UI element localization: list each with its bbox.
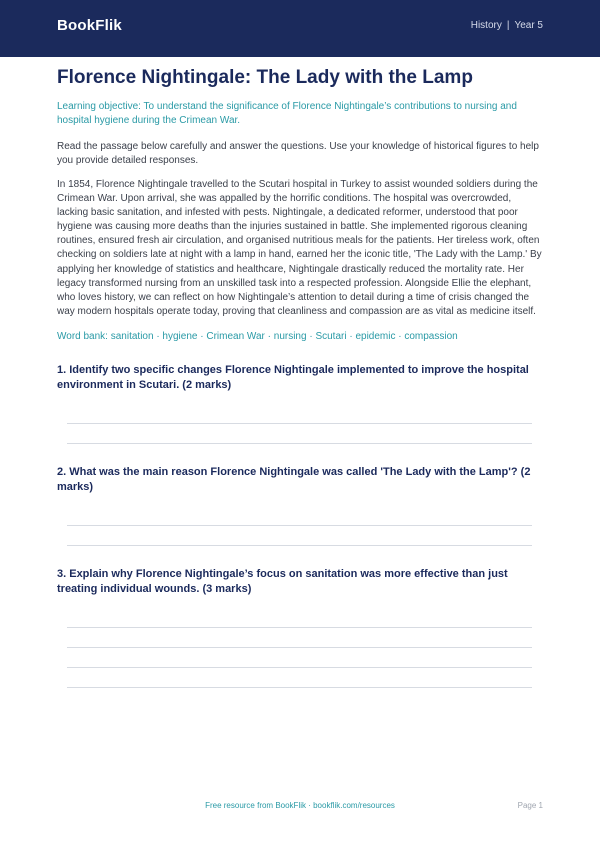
answer-line[interactable] bbox=[67, 506, 532, 526]
word-bank: Word bank: sanitation · hygiene · Crimean War · nursing · Scutari · epidemic · compassion bbox=[57, 330, 458, 342]
answer-line[interactable] bbox=[67, 648, 532, 668]
instructions: Read the passage below carefully and answer the questions. Use your knowledge of historical figures to help you provide detailed responses. bbox=[57, 141, 539, 166]
learning-objective: Learning objective: To understand the significance of Florence Nightingale’s contributions to nursing and hospital hygiene during the Crimean War. bbox=[57, 101, 517, 126]
question-3 bbox=[57, 567, 543, 688]
question-1 bbox=[57, 363, 543, 444]
page-footer bbox=[57, 801, 543, 815]
answer-line[interactable] bbox=[67, 608, 532, 628]
worksheet-content bbox=[57, 64, 543, 344]
answer-line[interactable] bbox=[67, 404, 532, 424]
header-separator: | bbox=[506, 20, 510, 31]
answer-line[interactable] bbox=[67, 628, 532, 648]
answer-area-2[interactable] bbox=[67, 506, 532, 546]
answer-line[interactable] bbox=[67, 526, 532, 546]
question-2-text: 2. What was the main reason Florence Nightingale was called 'The Lady with the Lamp'? (2 marks) bbox=[57, 466, 531, 493]
question-2 bbox=[57, 465, 543, 546]
reading-passage: In 1854, Florence Nightingale travelled to the Scutari hospital in Turkey to assist wounded soldiers during the Crimean War. Upon arrival, she was appalled by the horrific conditions. The hospital was overcrowded, lacking basic sanitation, and infested with pests. Nightingale, a dedicated reformer, understood that poor hygiene was causing more deaths than the injuries sustained in battle. She implemented rigorous cleaning routines, ensured fresh air circulation, and organised nutritious meals for the patients. Her tireless work, often checking on soldiers late at night with a lamp in hand, earned her the iconic title, 'The Lady with the Lamp.' By applying her knowledge of statistics and healthcare, Nightingale drastically reduced the mortality rate. Her legacy transformed nursing from an unskilled task into a respected profession. Alongside Ellie the elephant, who loves history, we can reflect on how Nightingale’s attention to detail during a time of crisis changed the way modern hospitals operate today, proving that cleanliness and compassion are as vital as medicine itself. bbox=[57, 179, 542, 317]
page-number: Page 1 bbox=[517, 801, 543, 810]
question-3-text: 3. Explain why Florence Nightingale’s focus on sanitation was more effective than just treating individual wounds. (3 marks) bbox=[57, 568, 508, 595]
question-1-text: 1. Identify two specific changes Florence Nightingale implemented to improve the hospital environment in Scutari. (2 marks) bbox=[57, 364, 529, 391]
subject-label: History bbox=[470, 20, 502, 31]
year-label: Year 5 bbox=[514, 20, 543, 31]
resource-link[interactable]: Free resource from BookFlik · bookflik.com/resources bbox=[205, 801, 395, 810]
header-meta bbox=[471, 20, 543, 31]
page-header bbox=[0, 0, 600, 57]
answer-line[interactable] bbox=[67, 424, 532, 444]
brand-logo: BookFlik bbox=[57, 17, 122, 34]
answer-line[interactable] bbox=[67, 668, 532, 688]
page-title: Florence Nightingale: The Lady with the Lamp bbox=[57, 67, 473, 88]
answer-area-3[interactable] bbox=[67, 608, 532, 688]
answer-area-1[interactable] bbox=[67, 404, 532, 444]
